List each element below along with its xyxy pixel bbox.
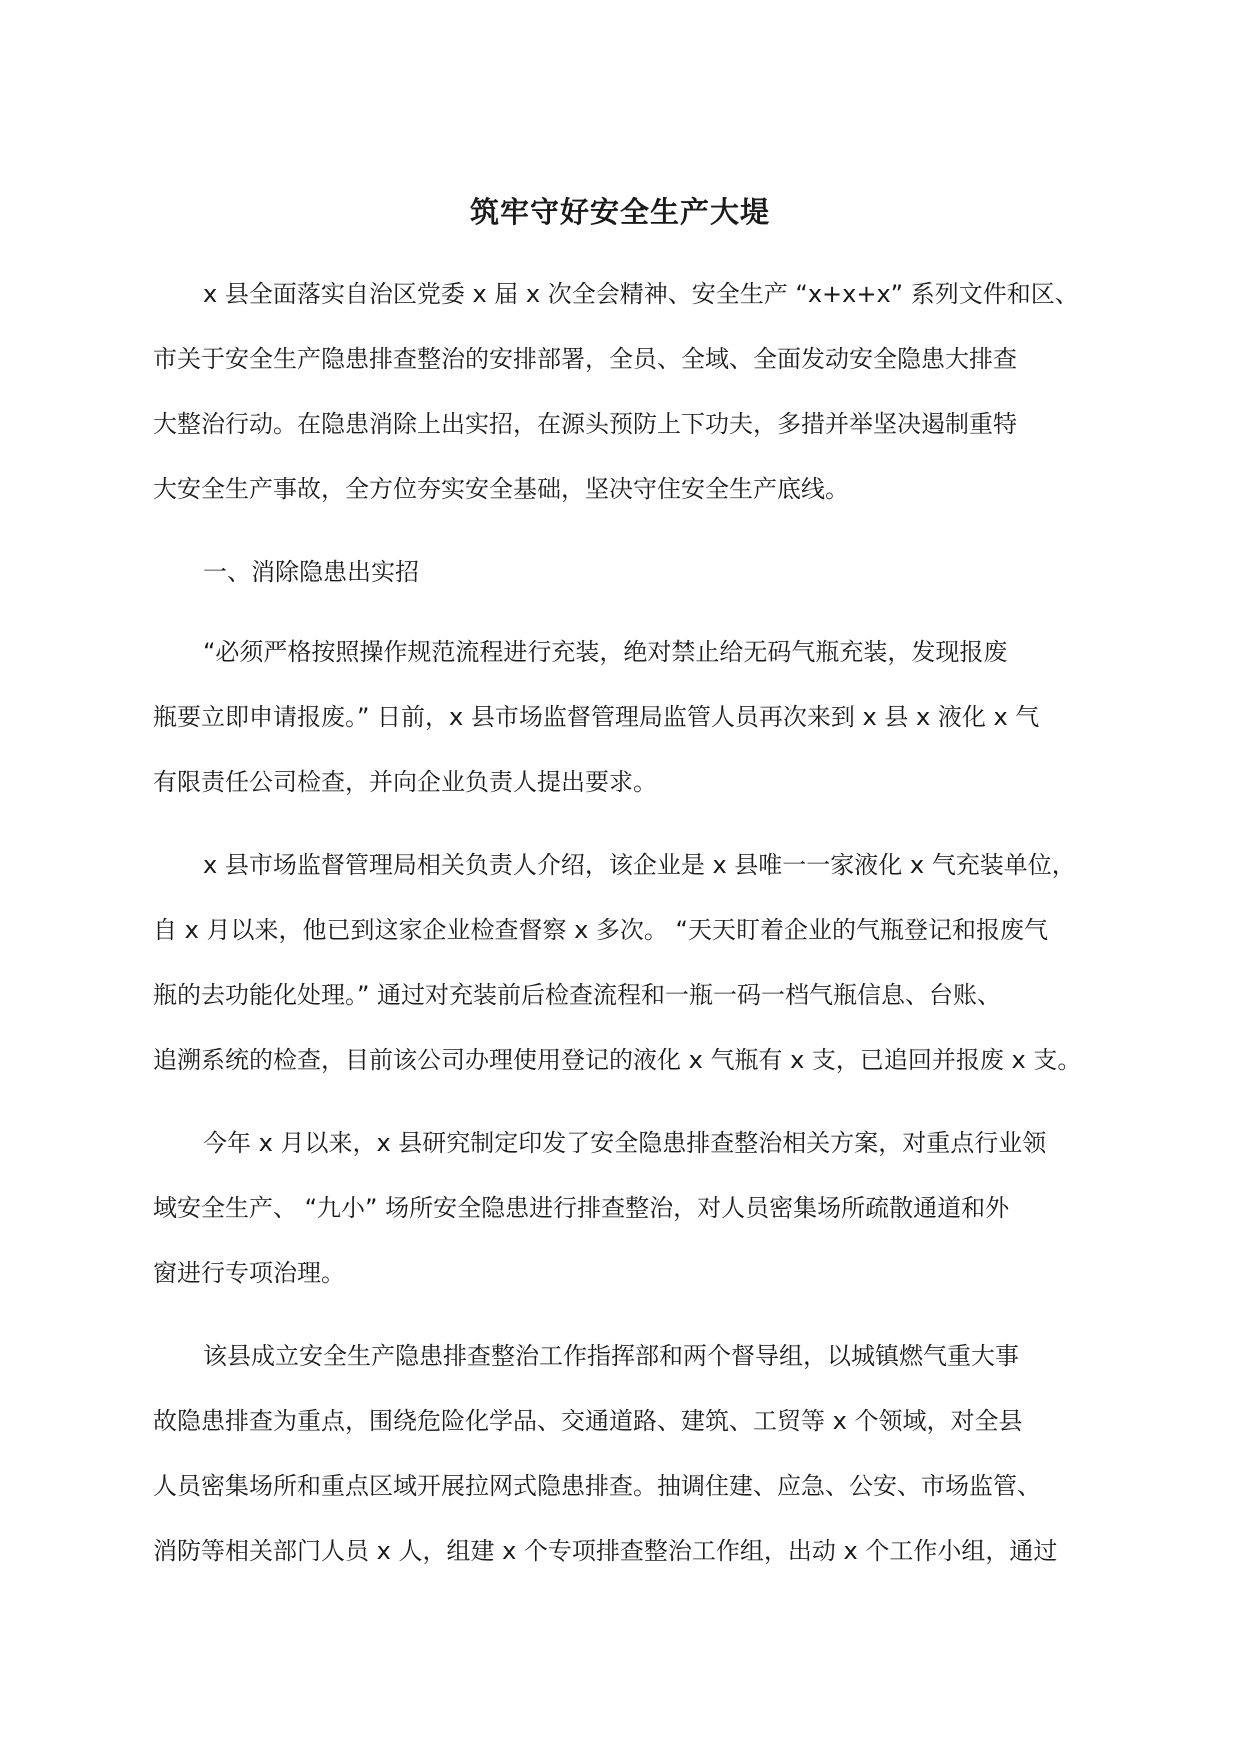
paragraph-line: 今年 x 月以来，x 县研究制定印发了安全隐患排查整治相关方案，对重点行业领 xyxy=(203,1129,1047,1157)
paragraph-line: 故隐患排查为重点，围绕危险化学品、交通道路、建筑、工贸等 x 个领域，对全县 xyxy=(153,1407,1023,1435)
paragraph-line: “必须严格按照操作规范流程进行充装，绝对禁止给无码气瓶充装，发现报废 xyxy=(203,638,1008,666)
paragraph-line: 人员密集场所和重点区域开展拉网式隐患排查。抽调住建、应急、公安、市场监管、 xyxy=(153,1472,1041,1500)
section-heading: 一、消除隐患出实招 xyxy=(203,558,419,586)
document-title: 筑牢守好安全生产大堤 xyxy=(469,195,770,229)
paragraph-line: 消防等相关部门人员 x 人，组建 x 个专项排查整治工作组，出动 x 个工作小组，通过 xyxy=(153,1537,1058,1565)
paragraph-line: 窗进行专项治理。 xyxy=(153,1259,345,1287)
paragraph-plan xyxy=(153,1111,1085,1306)
paragraph-line: 大整治行动。在隐患消除上出实招，在源头预防上下功夫，多措并举坚决遏制重特 xyxy=(153,410,1017,438)
paragraph-line: 自 x 月以来，他已到这家企业检查督察 x 多次。 “天天盯着企业的气瓶登记和报废气 xyxy=(153,916,1048,944)
paragraph-line: 域安全生产、 “九小” 场所安全隐患进行排查整治，对人员密集场所疏散通道和外 xyxy=(153,1194,1010,1222)
paragraph-line: 该县成立安全生产隐患排查整治工作指挥部和两个督导组，以城镇燃气重大事 xyxy=(203,1342,1019,1370)
paragraph-inspection xyxy=(153,833,1085,1093)
paragraph-line: x 县全面落实自治区党委 x 届 x 次全会精神、安全生产 “x+x+x” 系列文件和区、 xyxy=(203,280,1079,308)
paragraph-line: 有限责任公司检查，并向企业负责人提出要求。 xyxy=(153,768,657,796)
paragraph-intro xyxy=(153,262,1085,522)
paragraph-line: 追溯系统的检查，目前该公司办理使用登记的液化 x 气瓶有 x 支，已追回并报废 x 支。 xyxy=(153,1046,1082,1074)
paragraph-line: 市关于安全生产隐患排查整治的安排部署，全员、全域、全面发动安全隐患大排查 xyxy=(153,345,1017,373)
paragraph-command xyxy=(153,1324,1085,1584)
paragraph-line: 瓶的去功能化处理。” 通过对充装前后检查流程和一瓶一码一档气瓶信息、台账、 xyxy=(153,981,1002,1009)
paragraph-quote xyxy=(153,620,1085,815)
paragraph-line: 大安全生产事故，全方位夯实安全基础，坚决守住安全生产底线。 xyxy=(153,475,849,503)
paragraph-line: 瓶要立即申请报废。” 日前，x 县市场监督管理局监管人员再次来到 x 县 x 液化 x 气 xyxy=(153,703,1040,731)
paragraph-line: x 县市场监督管理局相关负责人介绍，该企业是 x 县唯一一家液化 x 气充装单位， xyxy=(203,851,1076,879)
